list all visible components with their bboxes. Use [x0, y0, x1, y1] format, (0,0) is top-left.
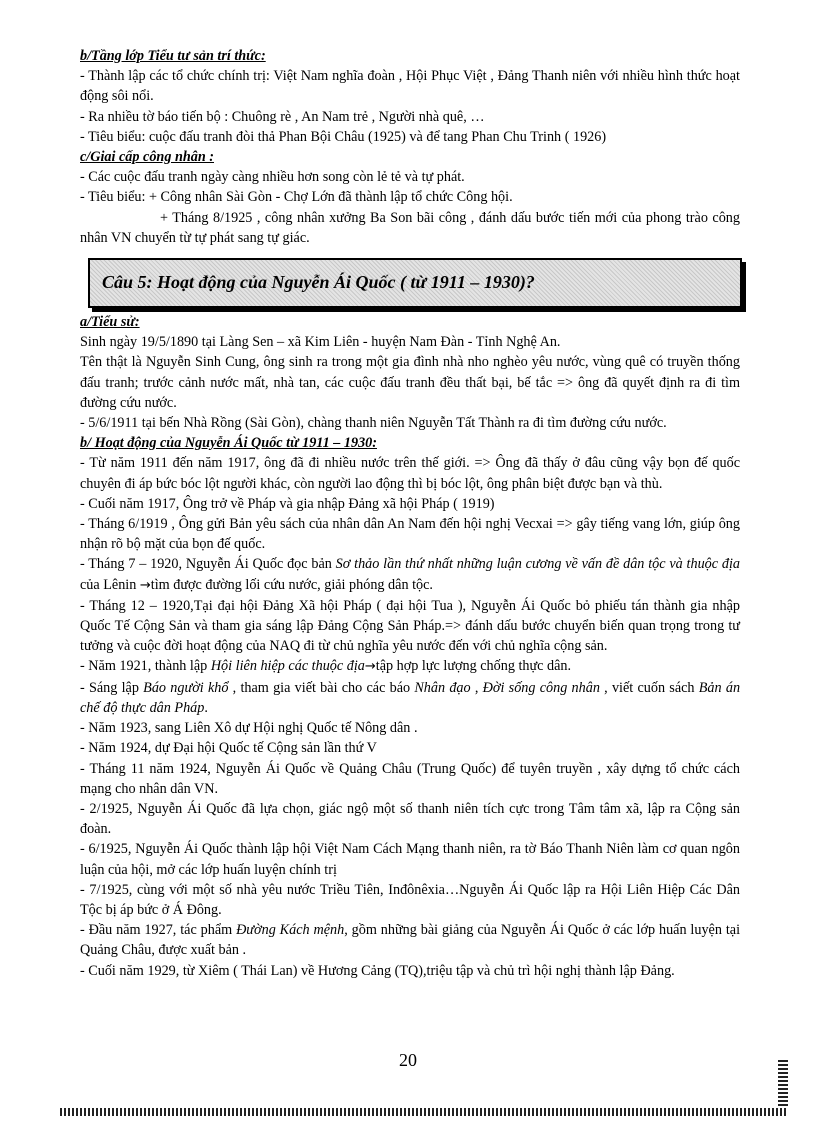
question-box: [88, 258, 742, 308]
text: của Lênin: [80, 576, 140, 593]
paragraph-text: + Tháng 8/1925 , công nhân xưởng Ba Son bãi công , đánh dấu bước tiến mới của phong trào công nhân VN chuyển từ tự phát sang tự giác.: [80, 209, 740, 246]
heading-working-class: c/Giai cấp công nhân :: [80, 149, 214, 166]
arrow-right-icon: →: [139, 577, 151, 593]
text: - Năm 1921, thành lập: [80, 658, 211, 675]
paragraph: - 6/1925, Nguyễn Ái Quốc thành lập hội Việt Nam Cách Mạng thanh niên, ra tờ Báo Thanh Niên làm cơ quan ngôn luận của hội, mở các lớp huấn luyện chính trị: [80, 841, 740, 878]
italic-title: Hội liên hiệp các thuộc địa: [210, 658, 365, 675]
paragraph: Sinh ngày 19/5/1890 tại Làng Sen – xã Kim Liên - huyện Nam Đàn - Tỉnh Nghệ An.: [80, 334, 561, 351]
italic-title: Sơ thảo lần thứ nhất những luận cương về vấn đề dân tộc và thuộc địa: [335, 556, 740, 573]
text: - Tháng 7 – 1920, Nguyễn Ái Quốc đọc bản: [80, 556, 336, 573]
paragraph: - 5/6/1911 tại bến Nhà Rồng (Sài Gòn), chàng thanh niên Nguyễn Tất Thành ra đi tìm đường cứu nước.: [80, 415, 667, 432]
page-number: 20: [399, 1050, 417, 1070]
paragraph: - 2/1925, Nguyễn Ái Quốc đã lựa chọn, giác ngộ một số thanh niên tích cực trong Tâm tâm xã, lập ra Cộng sản đoàn.: [80, 800, 740, 838]
paragraph-indented: [80, 208, 740, 248]
text: - Đầu năm 1927, tác phẩm: [80, 922, 237, 939]
paragraph: Tên thật là Nguyễn Sinh Cung, ông sinh ra trong một gia đình nhà nho nghèo yêu nước, vùng quê có truyền thống đấu tranh; trước cảnh nước mất, nhà tan, các cuộc đấu tranh đều thất bại, bế tắc => ông đã quyết định ra đi tìm đường cứu nước.: [80, 354, 740, 411]
paragraph: - Tiêu biểu: cuộc đấu tranh đòi thả Phan Bội Châu (1925) và để tang Phan Chu Trinh ( 1926): [80, 128, 607, 145]
paragraph: - Năm 1924, dự Đại hội Quốc tế Cộng sản lần thứ V: [80, 740, 377, 757]
paragraph: - Cuối năm 1917, Ông trở về Pháp và gia nhập Đảng xã hội Pháp ( 1919): [80, 495, 495, 512]
paragraph: - 7/1925, cùng với một số nhà yêu nước Triều Tiên, Inđônêxia…Nguyễn Ái Quốc lập ra Hội Liên Hiệp Các Dân Tộc bị áp bức ở Á Đông.: [80, 881, 740, 918]
paragraph: - Tháng 11 năm 1924, Nguyễn Ái Quốc về Quảng Châu (Trung Quốc) để tuyên truyền , xây dựng tổ chức cách mạng cho nhân dân VN.: [80, 760, 740, 797]
text: , viết cuốn sách: [599, 679, 699, 696]
text: tìm được đường lối cứu nước, giải phóng dân tộc.: [150, 576, 433, 593]
text: ,: [470, 679, 483, 696]
document-page: [80, 46, 740, 981]
text: , tham gia viết bài cho các báo: [228, 679, 415, 696]
paragraph: - Ra nhiều tờ báo tiến bộ : Chuông rè , An Nam trẻ , Người nhà quê, …: [80, 108, 485, 125]
italic-title: Đường Kách mệnh: [236, 922, 345, 939]
text: tập hợp lực lượng chống thực dân.: [375, 658, 572, 675]
paragraph: - Cuối năm 1929, từ Xiêm ( Thái Lan) về Hương Cảng (TQ),triệu tập và chủ trì hội nghị thành lập Đảng.: [80, 962, 675, 979]
heading-biography: a/Tiểu sử:: [80, 314, 140, 331]
paragraph: [80, 554, 740, 595]
paragraph: - Thành lập các tổ chức chính trị: Việt Nam nghĩa đoàn , Hội Phục Việt , Đảng Thanh niên với nhiều hình thức hoạt động sôi nổi.: [80, 68, 740, 105]
italic-title: Đời sống công nhân: [482, 679, 600, 696]
arrow-right-icon: →: [364, 659, 376, 675]
paragraph: - Từ năm 1911 đến năm 1917, ông đã đi nhiều nước trên thế giới. => Ông đã thấy ở đâu cũng vậy bọn đế quốc chuyên đi áp bức bóc lột người khác, còn người lao động thì bị bóc lột, ông phân biệt được bạn và thù.: [80, 455, 740, 492]
page-border-shadow-bottom: [60, 1108, 788, 1116]
question-title: Câu 5: Hoạt động của Nguyễn Ái Quốc ( từ 1911 – 1930)?: [102, 272, 535, 293]
page-border-shadow-right: [778, 1060, 788, 1110]
italic-title: Báo người khổ: [143, 679, 229, 696]
text: .: [204, 699, 208, 716]
paragraph: - Năm 1923, sang Liên Xô dự Hội nghị Quốc tế Nông dân .: [80, 720, 418, 737]
paragraph: [80, 920, 740, 960]
paragraph: - Tháng 12 – 1920,Tại đại hội Đảng Xã hội Pháp ( đại hội Tua ), Nguyễn Ái Quốc bỏ phiếu tán thành gia nhập Quốc Tế Cộng Sản và tham gia sáng lập Đảng Cộng Sản Pháp.=> đánh dấu bước chuyển biến quan trọng trong tư tưởng và cuộc đời hoạt động của NAQ đi từ chủ nghĩa yêu nước đến với chủ nghĩa cộng sản.: [80, 597, 740, 655]
italic-title: Nhân đạo: [414, 679, 471, 696]
heading-activities: b/ Hoạt động của Nguyễn Ái Quốc từ 1911 – 1930:: [80, 435, 377, 452]
paragraph: - Tiêu biểu: + Công nhân Sài Gòn - Chợ Lớn đã thành lập tổ chức Công hội.: [80, 189, 513, 206]
paragraph: - Các cuộc đấu tranh ngày càng nhiều hơn song còn lẻ tẻ và tự phát.: [80, 169, 465, 186]
heading-petty-bourgeois: b/Tầng lớp Tiểu tư sản trí thức:: [80, 48, 266, 64]
text: , gồm những bài giảng của Nguyễn Ái Quốc ở các lớp huấn luyện tại Quảng Châu, được xuất bản .: [80, 922, 741, 959]
text: - Sáng lập: [80, 679, 144, 696]
paragraph: - Tháng 6/1919 , Ông gửi Bản yêu sách của nhân dân An Nam đến hội nghị Vecxai => gây tiếng vang lớn, giúp ông nhận rõ bộ mặt của bọn đế quốc.: [80, 516, 740, 553]
paragraph: [80, 678, 740, 718]
italic-title: Bản án chế độ thực dân Pháp: [80, 679, 741, 716]
paragraph: [80, 656, 740, 677]
